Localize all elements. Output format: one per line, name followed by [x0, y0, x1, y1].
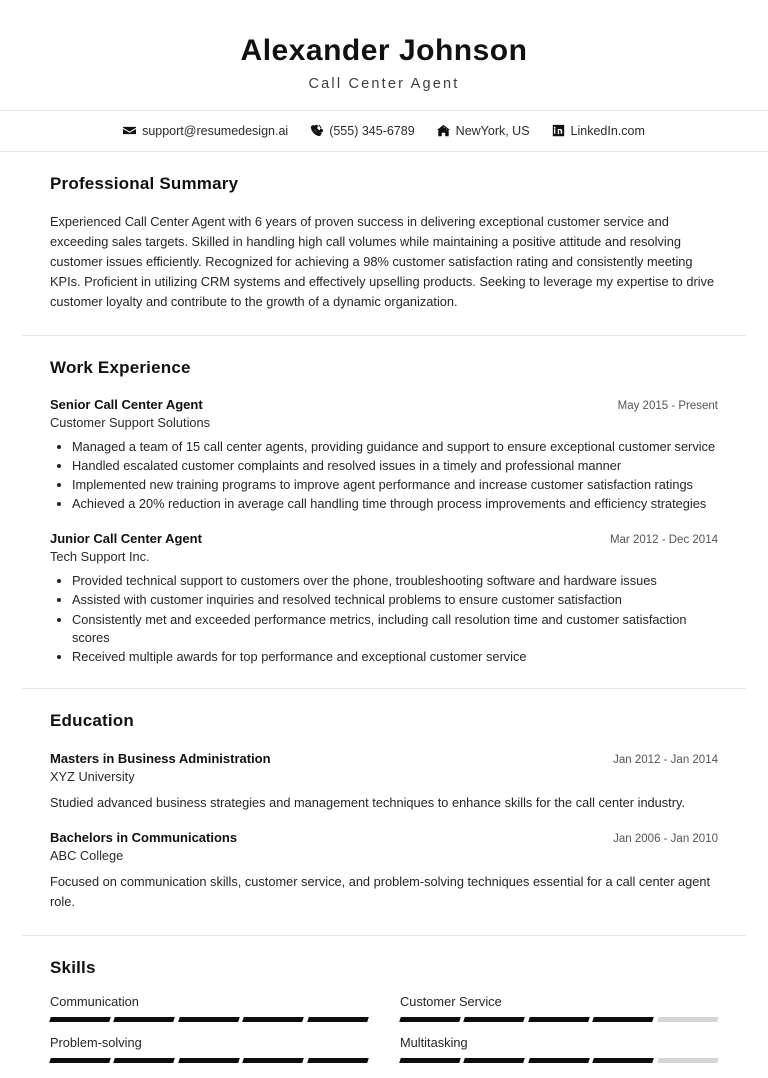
candidate-name: Alexander Johnson — [240, 34, 528, 67]
list-item: • Provided technical support to customers over the phone, troubleshooting software and hardware issues — [72, 572, 718, 590]
contact-email[interactable] — [123, 124, 288, 138]
skill-segment — [464, 1058, 526, 1063]
skill-segment — [307, 1017, 369, 1022]
skill-segment — [178, 1058, 240, 1063]
skill-segment — [657, 1058, 719, 1063]
contact-phone-label: (555) 345-6789 — [329, 123, 415, 138]
skill-label: Multitasking — [400, 1034, 468, 1050]
work-date: Mar 2012 - Dec 2014 — [609, 534, 718, 547]
work-bullets — [50, 572, 718, 666]
skill-segment — [114, 1017, 176, 1022]
section-skills — [0, 936, 768, 1074]
skill-segment — [592, 1017, 654, 1022]
skill-segment — [49, 1058, 111, 1063]
education-degree: Masters in Business Administration — [50, 751, 271, 766]
contact-linkedin-label: LinkedIn.com — [570, 123, 645, 138]
skill-segment — [399, 1017, 461, 1022]
resume-header — [0, 0, 768, 110]
linkedin-icon — [552, 124, 565, 137]
work-bullets — [50, 438, 718, 514]
home-icon — [437, 124, 450, 137]
education-date: Jan 2006 - Jan 2010 — [613, 833, 718, 846]
skill-rating-bar — [50, 1017, 368, 1022]
contact-phone[interactable] — [310, 124, 414, 138]
skill-label: Communication — [50, 993, 139, 1009]
contact-email-label: support@resumedesign.ai — [142, 123, 289, 138]
education-school: XYZ University — [50, 769, 135, 784]
skill-rating-bar — [400, 1058, 718, 1063]
work-org: Tech Support Inc. — [50, 549, 150, 565]
skill-segment — [592, 1058, 654, 1063]
section-professional-summary — [0, 152, 768, 313]
contact-location-label: NewYork, US — [455, 123, 530, 138]
work-role: Senior Call Center Agent — [50, 396, 203, 412]
education-entry-head — [50, 751, 718, 766]
skill-segment — [242, 1017, 304, 1022]
skill-segment — [242, 1058, 304, 1063]
envelope-icon — [123, 124, 136, 137]
work-entry-head — [50, 531, 718, 546]
work-date: May 2015 - Present — [617, 399, 718, 412]
skill-segment — [464, 1017, 526, 1022]
skill-item — [400, 994, 718, 1033]
education-school: ABC College — [50, 848, 124, 864]
education-entry — [50, 830, 718, 912]
skill-segment — [114, 1058, 176, 1063]
skill-label: Problem-solving — [50, 1034, 142, 1050]
skill-segment — [657, 1017, 719, 1022]
list-item: • Assisted with customer inquiries and resolved technical problems to ensure customer satisfaction — [72, 591, 718, 609]
section-title-summary: Professional Summary — [50, 173, 239, 193]
skill-item — [50, 1035, 368, 1074]
education-degree: Bachelors in Communications — [50, 830, 238, 846]
summary-text: Experienced Call Center Agent with 6 years of proven success in delivering exceptional customer service and exceeding sales targets. Skilled in handling high call volumes while maintaining a positive attitude and resolving customer issues efficiently. Recognized for achieving a 98% customer satisfaction rating and consistently meeting KPIs. Proficient in utilizing CRM systems and effectively upselling products. Seeking to leverage my expertise to drive customer loyalty and contribute to the growth of a dynamic organization. — [50, 213, 715, 310]
list-item: • Consistently met and exceeded performance metrics, including call resolution time and customer satisfaction scores — [72, 611, 718, 647]
contact-bar — [0, 110, 768, 152]
skill-item — [50, 994, 368, 1033]
skill-segment — [49, 1017, 111, 1022]
skill-segment — [528, 1017, 590, 1022]
skill-label: Customer Service — [400, 993, 502, 1009]
work-entry-head — [50, 397, 718, 412]
skill-rating-bar — [400, 1017, 718, 1022]
list-item: • Implemented new training programs to improve agent performance and increase customer satisfaction ratings — [72, 476, 718, 494]
education-description: Studied advanced business strategies and management techniques to enhance skills for the call center industry. — [50, 795, 686, 810]
section-work-experience — [0, 336, 768, 666]
candidate-job-title: Call Center Agent — [308, 75, 460, 92]
skills-grid — [50, 994, 718, 1074]
skill-item — [400, 1035, 718, 1074]
phone-icon — [310, 124, 323, 137]
education-description: Focused on communication skills, customer service, and problem-solving techniques essential for a call center agent role. — [50, 874, 711, 910]
education-entry — [50, 751, 718, 813]
list-item: • Handled escalated customer complaints and resolved issues in a timely and professional manner — [72, 457, 718, 475]
section-title-education: Education — [50, 711, 134, 730]
contact-location[interactable] — [437, 124, 530, 138]
education-entry-head — [50, 830, 718, 845]
work-role: Junior Call Center Agent — [50, 531, 202, 547]
section-education — [0, 689, 768, 913]
section-title-skills: Skills — [50, 957, 96, 977]
skill-segment — [528, 1058, 590, 1063]
skill-segment — [399, 1058, 461, 1063]
section-title-work: Work Experience — [50, 357, 191, 377]
skill-rating-bar — [50, 1058, 368, 1063]
work-org: Customer Support Solutions — [50, 414, 211, 430]
skill-segment — [178, 1017, 240, 1022]
work-entry — [50, 531, 718, 666]
list-item: • Managed a team of 15 call center agents, providing guidance and support to ensure exceptional customer service — [72, 438, 718, 456]
list-item: • Achieved a 20% reduction in average call handling time through process improvements and efficiency strategies — [72, 495, 718, 513]
work-entry — [50, 397, 718, 514]
contact-linkedin[interactable] — [552, 124, 645, 138]
education-date: Jan 2012 - Jan 2014 — [613, 754, 718, 766]
skill-segment — [307, 1058, 369, 1063]
list-item: • Received multiple awards for top performance and exceptional customer service — [72, 648, 718, 666]
